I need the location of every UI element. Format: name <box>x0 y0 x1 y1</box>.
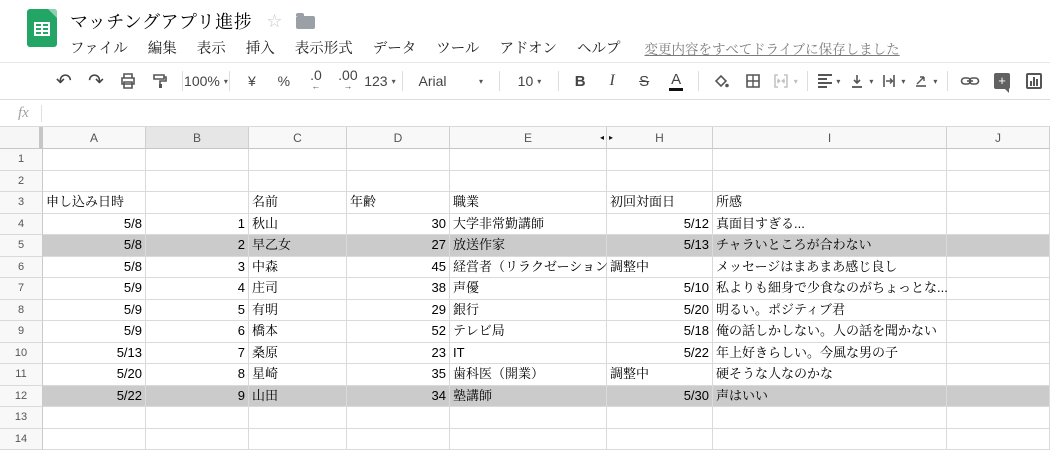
chevron-down-icon: ▾ <box>224 77 228 86</box>
sheets-logo-icon[interactable] <box>27 9 57 47</box>
more-formats-button[interactable]: 123 ▾ <box>368 68 392 94</box>
column-header-C[interactable]: C <box>249 127 347 149</box>
cell-B14[interactable] <box>146 429 249 450</box>
row-header-4[interactable]: 4 <box>0 214 43 236</box>
cell-B9[interactable]: 6 <box>146 321 249 343</box>
row-header-6[interactable]: 6 <box>0 257 43 279</box>
cell-J1[interactable] <box>947 149 1050 171</box>
chevron-down-icon: ▾ <box>794 77 798 86</box>
table-row <box>0 171 1050 193</box>
cell-E11[interactable]: 歯科医（開業） <box>450 364 607 386</box>
formula-bar-divider <box>41 105 42 122</box>
increase-decimal-button[interactable]: .00 → <box>336 68 360 94</box>
cell-J10[interactable] <box>947 343 1050 365</box>
row-header-8[interactable]: 8 <box>0 300 43 322</box>
decrease-decimal-button[interactable]: .0 ← <box>304 68 328 94</box>
row-header-13[interactable]: 13 <box>0 407 43 429</box>
toolbar <box>0 62 1050 100</box>
cell-A11[interactable]: 5/20 <box>43 364 146 386</box>
toolbar-separator <box>182 71 183 91</box>
sheets-logo-fold <box>48 9 57 18</box>
cell-B12[interactable]: 9 <box>146 386 249 408</box>
table-row <box>0 364 1050 386</box>
cell-D7[interactable]: 38 <box>347 278 450 300</box>
cell-E3[interactable]: 職業 <box>450 192 607 214</box>
cell-B5[interactable]: 2 <box>146 235 249 257</box>
cell-D2[interactable] <box>347 171 450 193</box>
row-header-7[interactable]: 7 <box>0 278 43 300</box>
menu-file[interactable]: ファイル <box>70 37 128 58</box>
bold-button[interactable]: B <box>568 68 592 94</box>
star-icon[interactable]: ☆ <box>266 11 282 32</box>
cell-H5[interactable]: 5/13 <box>607 235 713 257</box>
cell-E6[interactable]: 経営者（リラクゼーション <box>450 257 607 279</box>
cell-A9[interactable]: 5/9 <box>43 321 146 343</box>
chevron-down-icon: ▾ <box>392 77 396 86</box>
cell-C14[interactable] <box>249 429 347 450</box>
spreadsheet-grid <box>0 127 1050 450</box>
chevron-down-icon: ▾ <box>869 77 873 86</box>
fx-label: fx <box>0 105 41 122</box>
font-select[interactable]: Arial ▾ <box>413 68 490 94</box>
cell-D8[interactable]: 29 <box>347 300 450 322</box>
cell-H9[interactable]: 5/18 <box>607 321 713 343</box>
print-icon[interactable] <box>116 68 140 94</box>
cell-C9[interactable]: 橋本 <box>249 321 347 343</box>
cell-D11[interactable]: 35 <box>347 364 450 386</box>
cell-E9[interactable]: テレビ局 <box>450 321 607 343</box>
cell-C7[interactable]: 庄司 <box>249 278 347 300</box>
column-header-D[interactable]: D <box>347 127 450 149</box>
row-header-12[interactable]: 12 <box>0 386 43 408</box>
cell-H13[interactable] <box>607 407 713 429</box>
cell-I12[interactable]: 声はいい <box>713 386 947 408</box>
cell-H12[interactable]: 5/30 <box>607 386 713 408</box>
table-row <box>0 278 1050 300</box>
toolbar-separator <box>558 71 559 91</box>
chevron-down-icon: ▾ <box>901 77 905 86</box>
cell-A8[interactable]: 5/9 <box>43 300 146 322</box>
fill-color-icon[interactable] <box>709 68 733 94</box>
cell-E1[interactable] <box>450 149 607 171</box>
cell-A3[interactable]: 申し込み日時 <box>43 192 146 214</box>
menu-addons[interactable]: アドオン <box>499 37 557 58</box>
menu-view[interactable]: 表示 <box>197 37 226 58</box>
insert-link-icon[interactable] <box>958 68 982 94</box>
italic-button[interactable]: I <box>600 68 624 94</box>
show-hidden-columns-left-icon[interactable]: ◂ <box>600 134 604 142</box>
cell-I11[interactable]: 硬そうな人なのかな <box>713 364 947 386</box>
menu-help[interactable]: ヘルプ <box>577 37 621 58</box>
cell-C4[interactable]: 秋山 <box>249 214 347 236</box>
chevron-down-icon: ▾ <box>479 77 483 86</box>
horizontal-align-button[interactable] <box>817 68 841 94</box>
chevron-down-icon: ▾ <box>836 77 840 86</box>
row-header-1[interactable]: 1 <box>0 149 43 171</box>
column-header-I[interactable]: I <box>713 127 947 149</box>
cell-E4[interactable]: 大学非常勤講師 <box>450 214 607 236</box>
cell-B4[interactable]: 1 <box>146 214 249 236</box>
sheets-logo-grid <box>34 22 50 36</box>
cell-E7[interactable]: 声優 <box>450 278 607 300</box>
borders-icon[interactable] <box>741 68 765 94</box>
cell-A7[interactable]: 5/9 <box>43 278 146 300</box>
cell-B2[interactable] <box>146 171 249 193</box>
cell-H1[interactable] <box>607 149 713 171</box>
menu-edit[interactable]: 編集 <box>148 37 177 58</box>
cell-B3[interactable] <box>146 192 249 214</box>
cell-D5[interactable]: 27 <box>347 235 450 257</box>
cell-A4[interactable]: 5/8 <box>43 214 146 236</box>
insert-chart-icon[interactable] <box>1022 68 1046 94</box>
cell-J7[interactable] <box>947 278 1050 300</box>
toolbar-separator <box>229 71 230 91</box>
cell-A5[interactable]: 5/8 <box>43 235 146 257</box>
cell-J6[interactable] <box>947 257 1050 279</box>
cell-H10[interactable]: 5/22 <box>607 343 713 365</box>
column-header-E[interactable]: E ◂ <box>450 127 607 149</box>
cell-H7[interactable]: 5/10 <box>607 278 713 300</box>
cell-H6[interactable]: 調整中 <box>607 257 713 279</box>
cell-E14[interactable] <box>450 429 607 450</box>
column-header-B[interactable]: B <box>146 127 249 149</box>
cell-C5[interactable]: 早乙女 <box>249 235 347 257</box>
cell-H14[interactable] <box>607 429 713 450</box>
cell-C1[interactable] <box>249 149 347 171</box>
table-row <box>0 386 1050 408</box>
cell-J13[interactable] <box>947 407 1050 429</box>
column-header-H[interactable]: H ▸ <box>607 127 713 149</box>
cell-J9[interactable] <box>947 321 1050 343</box>
menu-bar <box>70 37 900 58</box>
chevron-down-icon: ▾ <box>537 77 541 86</box>
table-row <box>0 257 1050 279</box>
cell-I1[interactable] <box>713 149 947 171</box>
cell-C12[interactable]: 山田 <box>249 386 347 408</box>
show-hidden-columns-right-icon[interactable]: ▸ <box>609 134 613 142</box>
format-currency-button[interactable]: ¥ <box>240 68 264 94</box>
cell-D10[interactable]: 23 <box>347 343 450 365</box>
cell-I2[interactable] <box>713 171 947 193</box>
cell-D13[interactable] <box>347 407 450 429</box>
text-wrap-button[interactable] <box>881 68 905 94</box>
formula-bar <box>0 100 1050 127</box>
cell-D9[interactable]: 52 <box>347 321 450 343</box>
table-row <box>0 343 1050 365</box>
table-row <box>0 214 1050 236</box>
document-title[interactable]: マッチングアプリ進捗 <box>70 8 252 34</box>
cell-H11[interactable]: 調整中 <box>607 364 713 386</box>
cell-I3[interactable]: 所感 <box>713 192 947 214</box>
cell-I9[interactable]: 俺の話しかしない。人の話を聞かない <box>713 321 947 343</box>
cell-I13[interactable] <box>713 407 947 429</box>
select-all-corner[interactable] <box>0 127 43 149</box>
table-row <box>0 149 1050 171</box>
cell-I14[interactable] <box>713 429 947 450</box>
cell-J12[interactable] <box>947 386 1050 408</box>
folder-icon[interactable] <box>296 16 315 29</box>
cell-B11[interactable]: 8 <box>146 364 249 386</box>
menu-tools[interactable]: ツール <box>436 37 479 58</box>
insert-comment-icon[interactable]: + <box>990 68 1014 94</box>
cell-C11[interactable]: 星崎 <box>249 364 347 386</box>
top-bar <box>0 0 1050 62</box>
grid-rows <box>0 149 1050 450</box>
row-header-10[interactable]: 10 <box>0 343 43 365</box>
cell-C8[interactable]: 有明 <box>249 300 347 322</box>
chevron-down-icon: ▾ <box>933 77 937 86</box>
toolbar-separator <box>402 71 403 91</box>
save-status-link[interactable]: 変更内容をすべてドライブに保存しました <box>645 38 900 58</box>
cell-D12[interactable]: 34 <box>347 386 450 408</box>
toolbar-separator <box>807 71 808 91</box>
column-header-J[interactable]: J <box>947 127 1050 149</box>
menu-data[interactable]: データ <box>373 37 417 58</box>
text-rotation-button[interactable] <box>913 68 937 94</box>
vertical-align-button[interactable] <box>849 68 873 94</box>
paint-format-icon[interactable] <box>148 68 172 94</box>
cell-D14[interactable] <box>347 429 450 450</box>
cell-A14[interactable] <box>43 429 146 450</box>
row-header-14[interactable]: 14 <box>0 429 43 450</box>
row-header-11[interactable]: 11 <box>0 364 43 386</box>
cell-J14[interactable] <box>947 429 1050 450</box>
cell-A2[interactable] <box>43 171 146 193</box>
font-size-select[interactable]: 10 ▾ <box>510 68 548 94</box>
table-row <box>0 300 1050 322</box>
cell-B13[interactable] <box>146 407 249 429</box>
cell-I8[interactable]: 明るい。ポジティブ君 <box>713 300 947 322</box>
cell-A10[interactable]: 5/13 <box>43 343 146 365</box>
format-percent-button[interactable]: % <box>272 68 296 94</box>
cell-D3[interactable]: 年齢 <box>347 192 450 214</box>
cell-H2[interactable] <box>607 171 713 193</box>
cell-E12[interactable]: 塾講師 <box>450 386 607 408</box>
cell-D6[interactable]: 45 <box>347 257 450 279</box>
row-header-9[interactable]: 9 <box>0 321 43 343</box>
cell-E5[interactable]: 放送作家 <box>450 235 607 257</box>
strikethrough-button[interactable]: S <box>632 68 656 94</box>
row-header-3[interactable]: 3 <box>0 192 43 214</box>
cell-J3[interactable] <box>947 192 1050 214</box>
cell-E10[interactable]: IT <box>450 343 607 365</box>
cell-J8[interactable] <box>947 300 1050 322</box>
cell-I5[interactable]: チャラいところが合わない <box>713 235 947 257</box>
menu-insert[interactable]: 挿入 <box>246 37 275 58</box>
cell-J5[interactable] <box>947 235 1050 257</box>
cell-A6[interactable]: 5/8 <box>43 257 146 279</box>
cell-H8[interactable]: 5/20 <box>607 300 713 322</box>
redo-icon[interactable]: ↷ <box>84 68 108 94</box>
cell-D4[interactable]: 30 <box>347 214 450 236</box>
toolbar-separator <box>698 71 699 91</box>
table-row <box>0 192 1050 214</box>
column-header-A[interactable]: A <box>43 127 146 149</box>
table-row <box>0 321 1050 343</box>
cell-B7[interactable]: 4 <box>146 278 249 300</box>
cell-H3[interactable]: 初回対面日 <box>607 192 713 214</box>
cell-E2[interactable] <box>450 171 607 193</box>
cell-A13[interactable] <box>43 407 146 429</box>
cell-J4[interactable] <box>947 214 1050 236</box>
column-header-row <box>0 127 1050 149</box>
cell-C3[interactable]: 名前 <box>249 192 347 214</box>
formula-input[interactable] <box>50 100 1050 126</box>
table-row <box>0 235 1050 257</box>
table-row <box>0 407 1050 429</box>
menu-format[interactable]: 表示形式 <box>295 37 353 58</box>
cell-H4[interactable]: 5/12 <box>607 214 713 236</box>
row-header-5[interactable]: 5 <box>0 235 43 257</box>
zoom-select[interactable]: 100% ▾ <box>193 68 220 94</box>
cell-E8[interactable]: 銀行 <box>450 300 607 322</box>
cell-A1[interactable] <box>43 149 146 171</box>
cell-I10[interactable]: 年上好きらしい。今風な男の子 <box>713 343 947 365</box>
cell-B8[interactable]: 5 <box>146 300 249 322</box>
cell-C6[interactable]: 中森 <box>249 257 347 279</box>
text-color-button[interactable]: A <box>664 68 688 94</box>
cell-B6[interactable]: 3 <box>146 257 249 279</box>
cell-I6[interactable]: メッセージはまあまあ感じ良し <box>713 257 947 279</box>
cell-B10[interactable]: 7 <box>146 343 249 365</box>
cell-D1[interactable] <box>347 149 450 171</box>
toolbar-separator <box>499 71 500 91</box>
toolbar-separator <box>947 71 948 91</box>
cell-J11[interactable] <box>947 364 1050 386</box>
undo-icon[interactable]: ↶ <box>52 68 76 94</box>
cell-I4[interactable]: 真面目すぎる... <box>713 214 947 236</box>
merge-cells-button[interactable] <box>773 68 797 94</box>
cell-C13[interactable] <box>249 407 347 429</box>
cell-C10[interactable]: 桑原 <box>249 343 347 365</box>
cell-I7[interactable]: 私よりも細身で少食なのがちょっとな... <box>713 278 947 300</box>
table-row <box>0 429 1050 450</box>
cell-B1[interactable] <box>146 149 249 171</box>
cell-J2[interactable] <box>947 171 1050 193</box>
cell-C2[interactable] <box>249 171 347 193</box>
cell-E13[interactable] <box>450 407 607 429</box>
cell-A12[interactable]: 5/22 <box>43 386 146 408</box>
row-header-2[interactable]: 2 <box>0 171 43 193</box>
